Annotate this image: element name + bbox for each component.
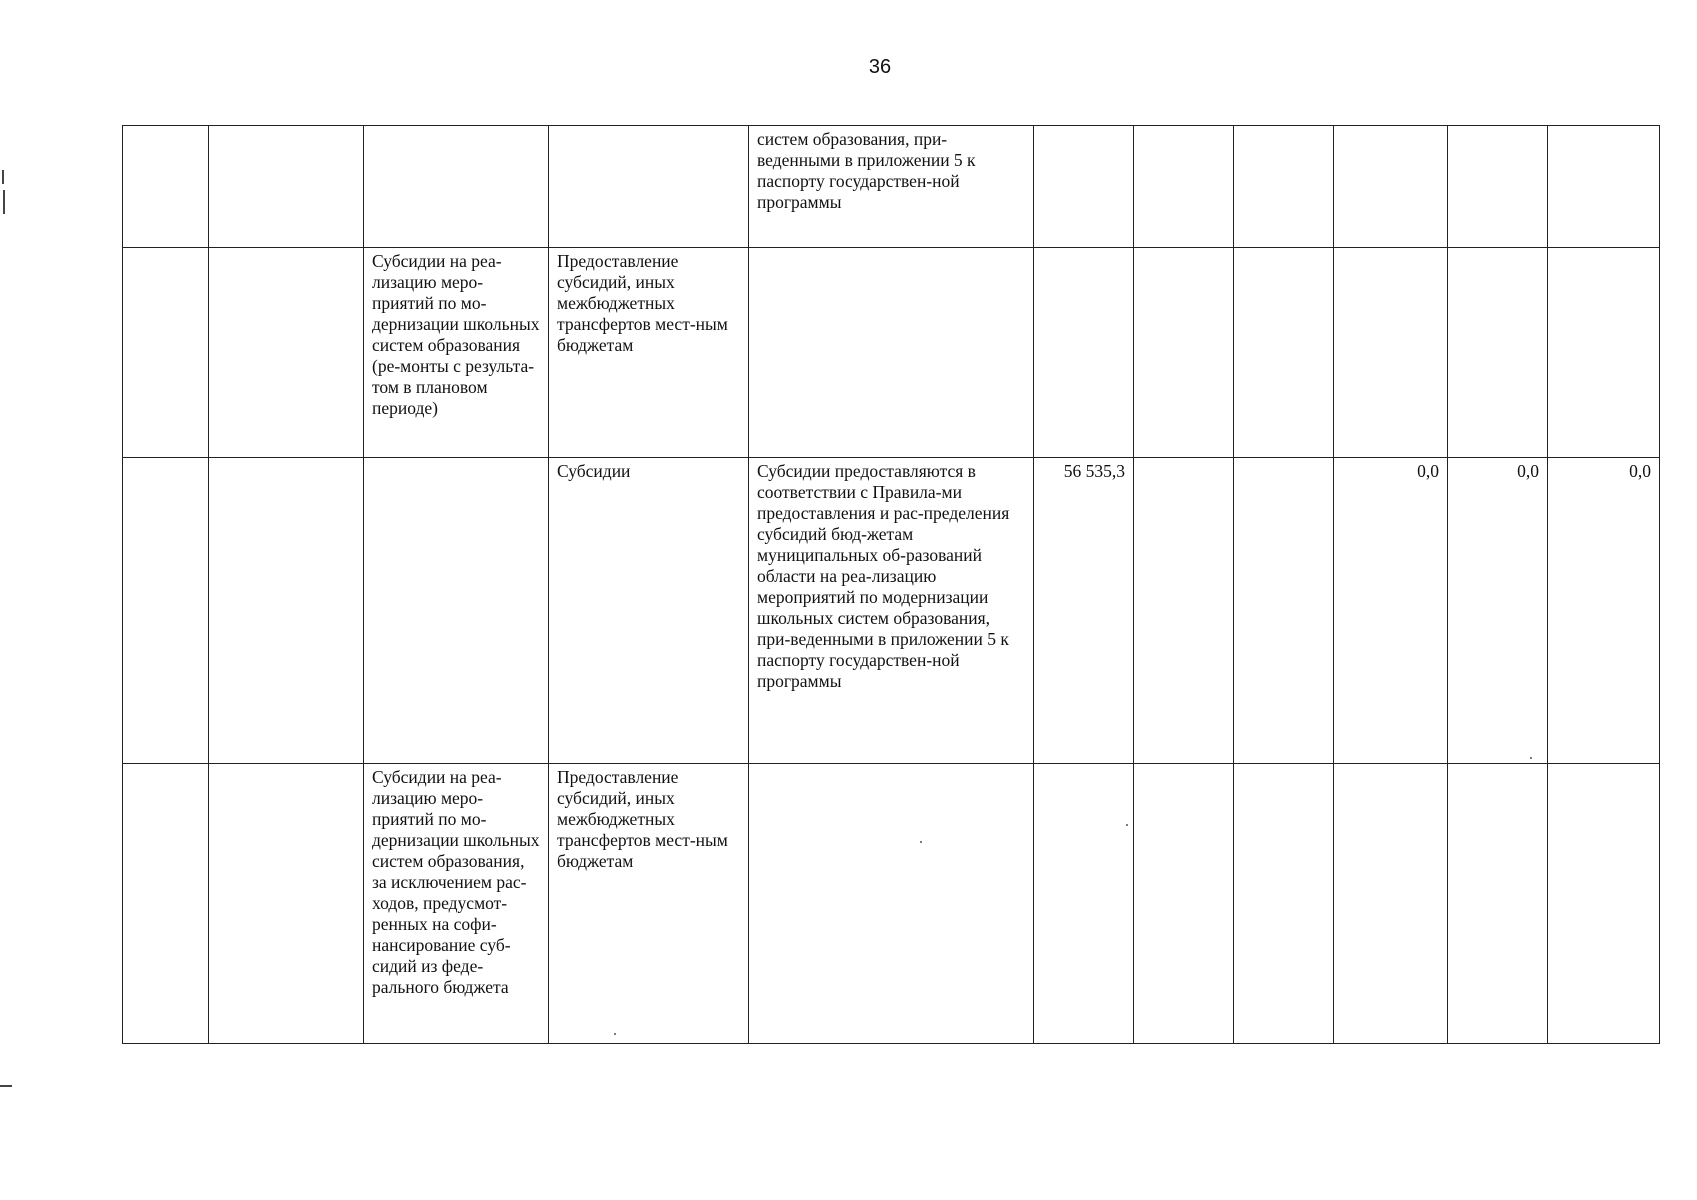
mechanism-cell: Предоставление субсидий, иных межбюджетных трансфертов мест-ным бюджетам (549, 248, 749, 458)
amount-cell (1034, 248, 1134, 458)
budget-table (122, 125, 1660, 1044)
value-cell (1548, 764, 1660, 1044)
mechanism-cell: Субсидии (549, 458, 749, 764)
value-cell (1548, 126, 1660, 248)
scan-mark (0, 1085, 12, 1087)
value-cell (1234, 764, 1334, 1044)
amount-cell (1034, 126, 1134, 248)
value-cell (1134, 458, 1234, 764)
table-row (123, 126, 1660, 248)
measure-cell (364, 126, 549, 248)
mechanism-cell: Предоставление субсидий, иных межбюджетных трансфертов мест-ным бюджетам (549, 764, 749, 1044)
table-cell (123, 764, 209, 1044)
scan-dot (920, 841, 922, 843)
value-cell (1234, 458, 1334, 764)
value-cell: 0,0 (1448, 458, 1548, 764)
page-number: 36 (868, 56, 892, 78)
value-cell (1334, 764, 1448, 1044)
value-cell (1448, 248, 1548, 458)
value-cell (1334, 126, 1448, 248)
description-cell: Субсидии предоставляются в соответствии с Правила-ми предоставления и рас-пределения субсидий бюд-жетам муниципальных об-разований области на реа-лизацию мероприятий по модернизации школьных систем образования, при-веденными в приложении 5 к паспорту государствен-ной программы (749, 458, 1034, 764)
scan-mark (3, 190, 5, 214)
value-cell: 0,0 (1334, 458, 1448, 764)
measure-cell (364, 458, 549, 764)
amount-cell (1034, 764, 1134, 1044)
scan-dot (1530, 757, 1532, 759)
amount-cell: 56 535,3 (1034, 458, 1134, 764)
table-row (123, 458, 1660, 764)
value-cell (1134, 126, 1234, 248)
table-row (123, 764, 1660, 1044)
table-cell (209, 764, 364, 1044)
value-cell: 0,0 (1548, 458, 1660, 764)
mechanism-cell (549, 126, 749, 248)
description-cell (749, 764, 1034, 1044)
measure-cell: Субсидии на реа-лизацию меро-приятий по мо-дернизации школьных систем образования (ре-монты с результа-том в плановом периоде) (364, 248, 549, 458)
table-cell (209, 458, 364, 764)
value-cell (1134, 764, 1234, 1044)
table-cell (123, 126, 209, 248)
value-cell (1234, 248, 1334, 458)
scan-dot (1126, 824, 1128, 826)
value-cell (1548, 248, 1660, 458)
scan-dot (614, 1033, 616, 1035)
table-row (123, 248, 1660, 458)
table-cell (123, 458, 209, 764)
value-cell (1134, 248, 1234, 458)
table-cell (209, 126, 364, 248)
value-cell (1448, 764, 1548, 1044)
description-cell: систем образования, при-веденными в приложении 5 к паспорту государствен-ной программы (749, 126, 1034, 248)
value-cell (1448, 126, 1548, 248)
description-cell (749, 248, 1034, 458)
scan-mark (2, 170, 4, 184)
table-cell (209, 248, 364, 458)
value-cell (1334, 248, 1448, 458)
table-cell (123, 248, 209, 458)
value-cell (1234, 126, 1334, 248)
measure-cell: Субсидии на реа-лизацию меро-приятий по мо-дернизации школьных систем образования, за исключением рас-ходов, предусмот-ренных на софи-нансирование суб-сидий из феде-рального бюджета (364, 764, 549, 1044)
